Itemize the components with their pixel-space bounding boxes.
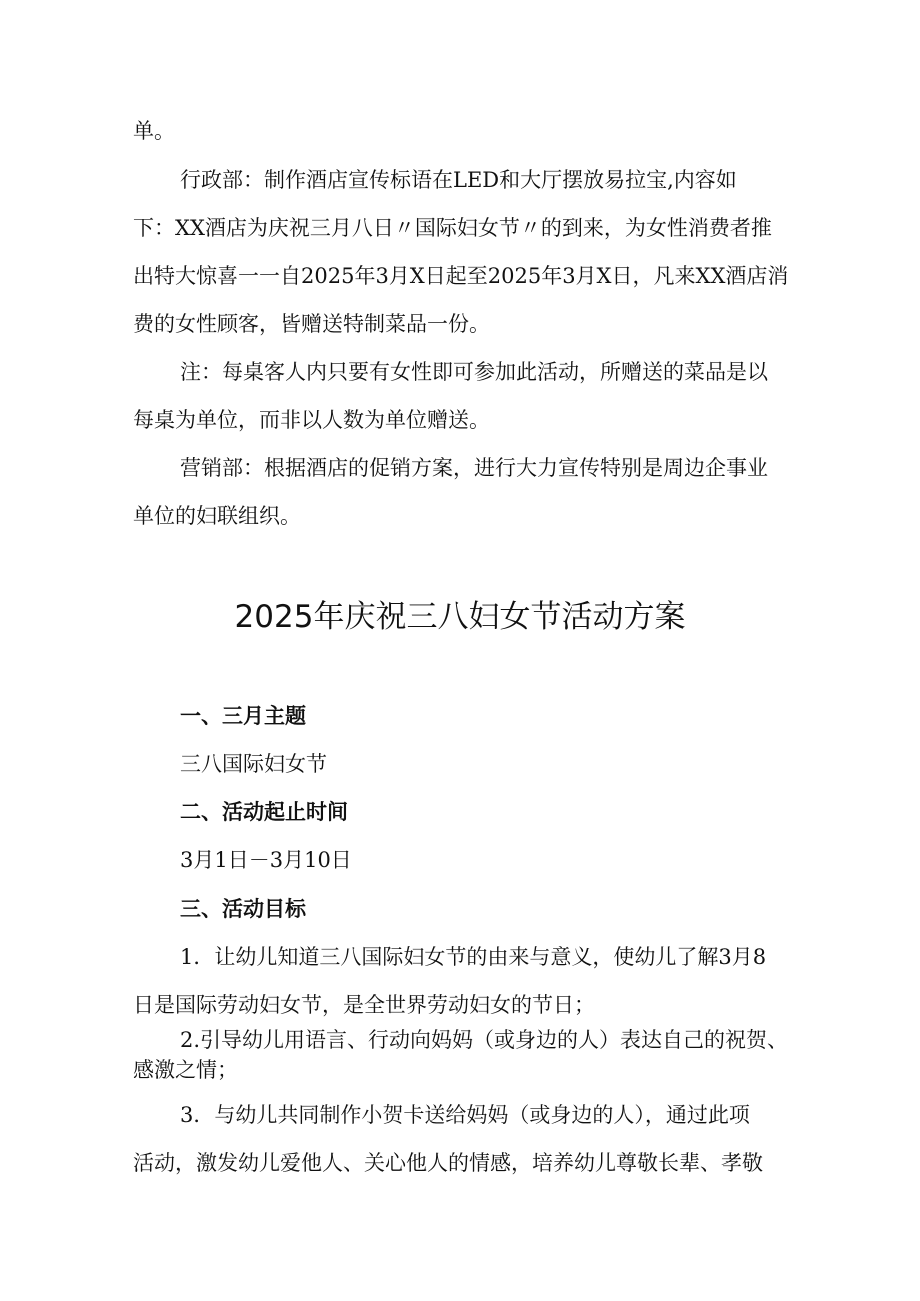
text-line: 出特大惊喜一一自2025年3月X日起至2025年3月X日，凡来XX酒店消 xyxy=(133,264,789,288)
admin-dept-paragraph: 行政部：制作酒店宣传标语在LED和大厅摆放易拉宝,内容如 xyxy=(180,168,737,192)
goal-item-2: 2.引导幼儿用语言、行动向妈妈（或身边的人）表达自己的祝贺、 xyxy=(180,1028,789,1052)
section-heading-goals: 三、活动目标 xyxy=(180,897,306,921)
text-line: 单。 xyxy=(133,119,175,143)
goal-item-1: 1．让幼儿知道三八国际妇女节的由来与意义，使幼儿了解3月8 xyxy=(180,945,767,969)
text-line: 感激之情； xyxy=(133,1058,238,1082)
text-line: 下：XX酒店为庆祝三月八日〃国际妇女节〃的到来，为女性消费者推 xyxy=(133,216,772,240)
section-heading-period: 二、活动起止时间 xyxy=(180,800,348,824)
marketing-dept-paragraph: 营销部：根据酒店的促销方案，进行大力宣传特别是周边企事业 xyxy=(180,456,768,480)
text-line: 每桌为单位，而非以人数为单位赠送。 xyxy=(133,408,490,432)
text-line: 日是国际劳动妇女节，是全世界劳动妇女的节日； xyxy=(133,993,595,1017)
text-line: 费的女性顾客，皆赠送特制菜品一份。 xyxy=(133,312,490,336)
period-text: 3月1日－3月10日 xyxy=(180,848,352,872)
theme-text: 三八国际妇女节 xyxy=(180,752,327,776)
goal-item-3: 3．与幼儿共同制作小贺卡送给妈妈（或身边的人），通过此项 xyxy=(180,1103,750,1127)
document-title: 2025年庆祝三八妇女节活动方案 xyxy=(234,599,686,635)
note-paragraph: 注：每桌客人内只要有女性即可参加此活动，所赠送的菜品是以 xyxy=(180,360,768,384)
text-line: 单位的妇联组织。 xyxy=(133,504,301,528)
section-heading-theme: 一、三月主题 xyxy=(180,704,306,728)
text-line: 活动，激发幼儿爱他人、关心他人的情感，培养幼儿尊敬长辈、孝敬 xyxy=(133,1151,763,1175)
